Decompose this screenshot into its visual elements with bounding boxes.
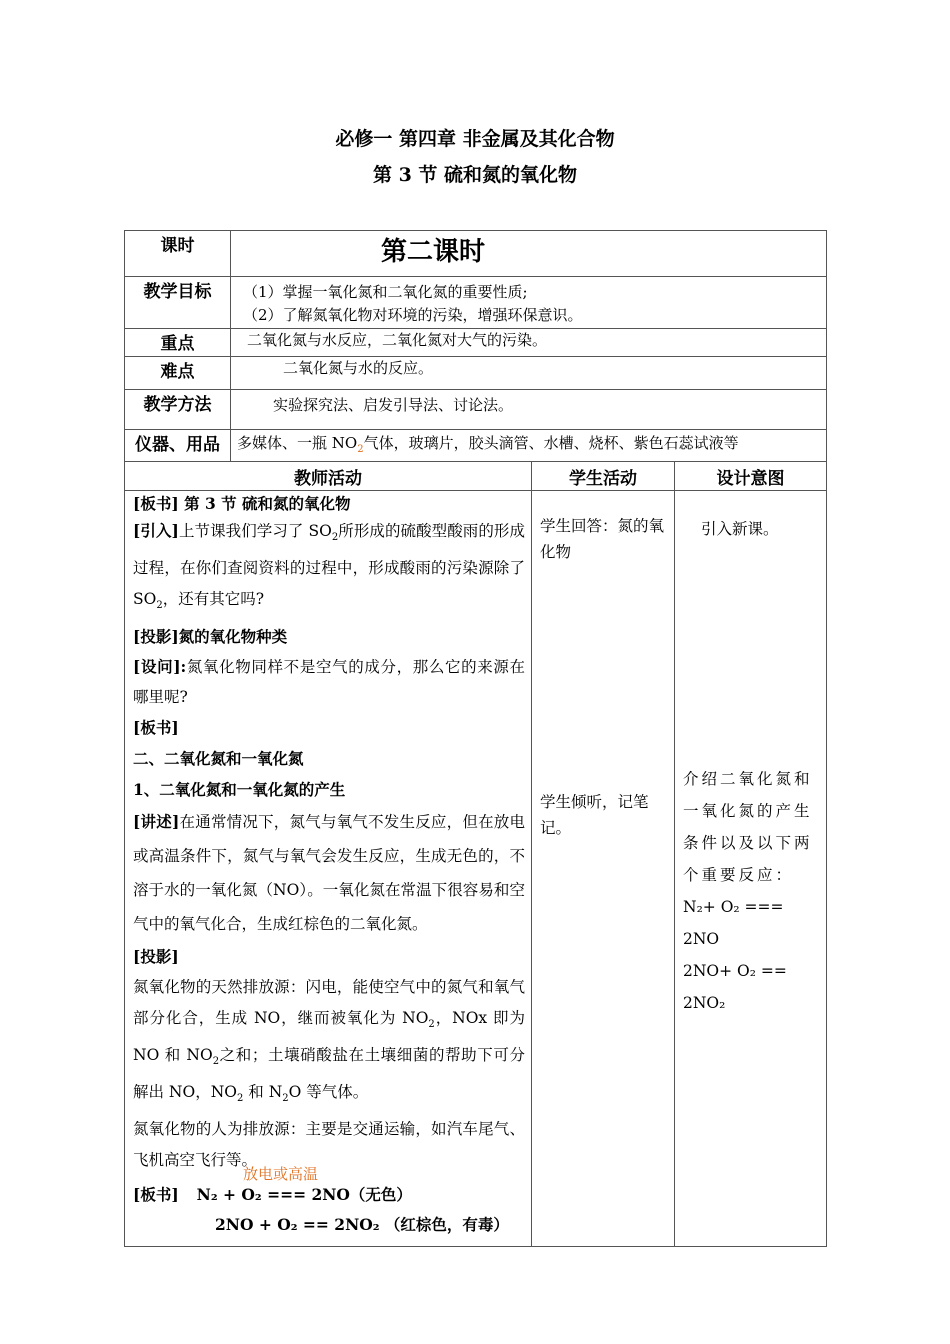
board-equations: 放电或高温 [板书] N₂ + O₂ === 2NO（无色） 2NO + O₂ == 2NO₂ （红棕色，有毒） <box>133 1176 525 1240</box>
reaction-condition: 放电或高温 <box>243 1165 319 1184</box>
diff-value: 二氧化氮与水的反应。 <box>231 357 827 390</box>
equation-1: N₂ + O₂ === 2NO（无色） <box>196 1185 412 1205</box>
board-2: [板书] <box>133 718 179 738</box>
key-label: 重点 <box>125 329 231 357</box>
equation-2: 2NO + O₂ == 2NO₂ （红棕色，有毒） <box>215 1215 509 1235</box>
student-listen: 学生倾听，记笔记。 <box>540 793 649 837</box>
intent-reactions: 介绍二氧化氮和一氧化氮的产生条件以及以下两个重要反应： <box>683 770 813 884</box>
intent-header: 设计意图 <box>675 462 827 491</box>
diff-label: 难点 <box>125 357 231 390</box>
student-answer: 学生回答：氮的氧化物 <box>540 517 665 561</box>
subsection-heading: 1、二氧化氮和一氧化氮的产生 <box>133 780 346 800</box>
board-title: [板书] 第 3 节 硫和氮的氧化物 <box>133 494 351 513</box>
intent-intro: 引入新课。 <box>701 520 779 538</box>
student-activity <box>532 491 675 1247</box>
human-sources: 氮氧化物的人为排放源：主要是交通运输，如汽车尾气、飞机高空飞行等。 <box>133 1120 525 1170</box>
goal-1: （1）掌握一氧化氮和二氧化氮的重要性质; <box>243 283 528 301</box>
question-paragraph: [设问]:氮氧化物同样不是空气的成分，那么它的来源在哪里呢? <box>133 657 525 707</box>
goal-2: （2）了解氮氧化物对环境的污染，增强环保意识。 <box>243 306 583 324</box>
intent-eq-1: N₂+ O₂ === 2NO <box>683 898 784 948</box>
design-intent <box>675 491 827 1247</box>
goal-cell <box>231 277 827 329</box>
equip-label: 仪器、用品 <box>125 430 231 462</box>
lecture-paragraph: [讲述]在通常情况下，氮气与氧气不发生反应，但在放电或高温条件下，氮气与氧气会发生反应，生成无色的，不溶于水的一氧化氮（NO）。一氧化氮在常温下很容易和空气中的氧气化合，生成红棕色的二氧化氮。 <box>133 812 525 934</box>
projection-2: [投影] <box>133 947 179 967</box>
section-heading: 二、二氧化氮和一氧化氮 <box>133 749 304 769</box>
method-value: 实验探究法、启发引导法、讨论法。 <box>231 390 827 430</box>
lesson-plan-table <box>124 230 827 1247</box>
intent-eq-2: 2NO+ O₂ == 2NO₂ <box>683 962 787 1012</box>
projection-types: [投影]氮的氧化物种类 <box>133 627 288 647</box>
intro-paragraph: [引入]上节课我们学习了 $SO_2$所形成的硫酸型酸雨的形成过程，在你们查阅资料的过程中，形成酸雨的污染源除了 $SO_2$，还有其它吗? <box>133 521 525 612</box>
teacher-header: 教师活动 <box>125 462 532 491</box>
goal-label: 教学目标 <box>125 277 231 329</box>
equip-value: 多媒体、一瓶 $NO_2$气体，玻璃片，胶头滴管、水槽、烧杯、紫色石蕊试液等 <box>231 430 827 462</box>
method-label: 教学方法 <box>125 390 231 430</box>
doc-subtitle: 第 3 节 硫和氮的氧化物 <box>372 164 578 186</box>
natural-sources: 氮氧化物的天然排放源：闪电，能使空气中的氮气和氧气部分化合，生成 NO，继而被氧化为 $NO_2$，NOx 即为 NO 和 $NO_2$之和；土壤硝酸盐在土壤细菌的帮助下可分解出 NO，$NO_2$ 和 $N_2O$ 等气体。 <box>133 978 525 1105</box>
student-header: 学生活动 <box>532 462 675 491</box>
key-value: 二氧化氮与水反应，二氧化氮对大气的污染。 <box>231 329 827 357</box>
keshi-value: 第二课时 <box>231 231 827 277</box>
keshi-label: 课时 <box>125 231 231 277</box>
teacher-activity <box>125 491 532 1247</box>
doc-title: 必修一 第四章 非金属及其化合物 <box>335 128 615 150</box>
